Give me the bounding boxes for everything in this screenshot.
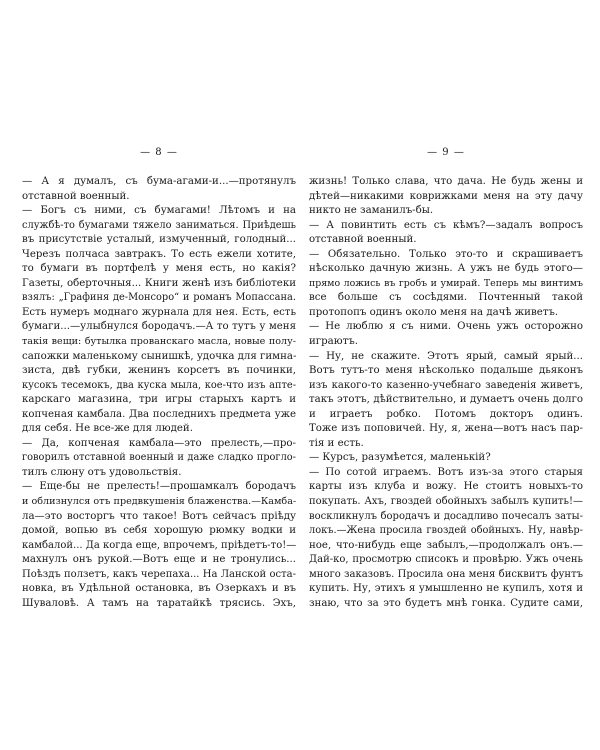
text-line: изъ какого-то казенно-учебнаго заведенія живетъ, xyxy=(309,379,583,391)
text-line: Поѣздъ ползетъ, какъ черепаха... На Ланской оста- xyxy=(22,568,296,580)
text-line: махнулъ онъ рукой.—Вотъ еще и не тронулись... xyxy=(22,554,296,566)
text-line: такъ этотъ, дѣйствительно, и думаетъ очень долго xyxy=(309,394,583,406)
right-page xyxy=(309,0,583,750)
text-line: — По сотой играемъ. Вотъ изъ-за этого старыя xyxy=(309,466,583,478)
text-line: — А я думалъ, съ бума-агами-и...—протянулъ xyxy=(22,176,296,187)
text-line: камбалой... Да когда еще, впрочемъ, пріѣдетъ-то!— xyxy=(22,539,296,551)
text-line: говорилъ отставной военный и даже сладко прогло- xyxy=(22,452,296,464)
text-line: взялъ: „Графиня де-Монсоро“ и романъ Мопассана. xyxy=(22,292,296,304)
text-line: ла—это восторгъ что такое! Вотъ сейчасъ пріѣду xyxy=(22,510,296,522)
text-line: такія вещи: бутылка прованскаго масла, новые полу- xyxy=(22,336,296,348)
text-line: Дай-ко, просмотрю списокъ и провѣрю. Ужъ очень xyxy=(309,554,583,566)
text-line: и облизнулся отъ предвкушенія блаженства.—Камба- xyxy=(22,496,296,508)
text-line: Есть нумеръ моднаго журнала для нея. Есть, есть xyxy=(22,306,296,318)
text-line: тилъ слюну отъ удовольствія. xyxy=(22,466,182,478)
page-body xyxy=(22,175,296,611)
text-line: Тоже изъ поповичей. Ну, я, жена—вотъ насъ пар- xyxy=(309,423,583,435)
text-line: и играетъ робко. Потомъ докторъ одинъ. xyxy=(309,408,583,420)
text-line: Черезъ полчаса завтракъ. То есть ежели хотите, xyxy=(22,248,296,260)
text-line: то бумаги въ портфелѣ у меня есть, но какія? xyxy=(22,263,296,275)
text-line: — Обязательно. Только это-то и скрашиваетъ xyxy=(309,248,583,260)
text-line: — Богъ съ ними, съ бумагами! Лѣтомъ и на xyxy=(22,205,296,217)
text-line: зиста, двѣ губки, женинъ корсетъ въ починки, xyxy=(22,365,296,377)
text-line: локъ.—Жена просила гвоздей обойныхъ. Ну, навѣр- xyxy=(309,525,583,537)
text-line: тія и есть. xyxy=(309,437,364,449)
text-line: для себя. Не все-же для людей. xyxy=(22,423,193,435)
text-line: играютъ. xyxy=(309,336,358,348)
text-line: покупать. Ахъ, гвоздей обойныхъ забылъ купить!— xyxy=(309,496,583,508)
text-line: Газеты, оберточныя... Книги женѣ изъ библіотеки xyxy=(22,277,296,289)
text-line: — Да, копченая камбала—это прелесть,—про- xyxy=(22,437,296,449)
text-line: Вотъ тутъ-то меня нѣсколько подальше дьяконъ xyxy=(309,365,583,377)
text-line: бумаги...—улыбнулся бородачъ.—А то тутъ у меня xyxy=(22,321,296,333)
text-line: ное, что-нибудь еще забылъ,—продолжалъ онъ.— xyxy=(309,539,583,551)
text-line: воскликнулъ бородачъ и досадливо почесалъ заты- xyxy=(309,510,583,522)
text-line: купить. Ну, этихъ я умышленно не купилъ, хотя и xyxy=(309,583,583,595)
text-line: все больше съ сосѣдями. Почтенный такой xyxy=(309,292,583,304)
text-line: нѣсколько дачную жизнь. А ужъ не будь этого— xyxy=(309,263,583,275)
text-line: — Курсъ, разумѣется, маленькій? xyxy=(309,452,491,464)
text-line: отставной военный. xyxy=(309,234,417,246)
text-line: — Не люблю я съ ними. Очень ужъ осторожно xyxy=(309,321,583,333)
text-line: копченая камбала. Два последнихъ предмета уже xyxy=(22,408,296,420)
text-line: — А повинтить есть съ кѣмъ?—задалъ вопросъ xyxy=(309,219,583,231)
text-line: отставной военный. xyxy=(22,190,130,202)
text-line: въ присутствіе усталый, измученный, голодный... xyxy=(22,234,296,246)
text-line: новка, въ Удѣльной остановка, въ Озеркахъ и въ xyxy=(22,583,296,595)
left-page xyxy=(22,0,296,750)
text-line: карскаго магазина, три игры старыхъ картъ и xyxy=(22,394,296,406)
text-line: карты изъ клуба и вожу. Не стоитъ новыхъ-то xyxy=(309,481,583,493)
text-line: дѣтей—никакими коврижками меня на эту дачу xyxy=(309,190,583,202)
text-line: — Еще-бы не прелесть!—прошамкалъ бородачъ xyxy=(22,481,296,493)
text-line: службѣ-то бумагами тяжело заниматься. Приѣдешь xyxy=(22,219,296,231)
text-line: жизнь! Только слава, что дача. Не будь жены и xyxy=(309,176,583,187)
text-line: Шуваловѣ. А тамъ на таратайкѣ трясись. Эхъ, xyxy=(22,597,296,609)
text-line: домой, вопью въ себя хорошую рюмку водки и xyxy=(22,525,296,537)
text-line: сапожки маленькому сынишкѣ, удочка для гимна- xyxy=(22,350,296,362)
text-line: никто не заманилъ-бы. xyxy=(309,205,434,217)
text-line: прямо ложись въ гробъ и умирай. Теперь мы винтимъ xyxy=(309,277,583,289)
text-line: много заказовъ. Просила она меня бисквитъ фунтъ xyxy=(309,568,583,580)
text-line: — Ну, не скажите. Этотъ ярый, самый ярый... xyxy=(309,350,583,362)
text-line: протопопъ одинъ около меня на дачѣ живетъ. xyxy=(309,306,559,318)
page-number: — 9 — xyxy=(427,147,465,158)
text-line: знаю, что за это будетъ мнѣ гонка. Судите сами, xyxy=(309,597,583,609)
page-number: — 8 — xyxy=(140,147,178,158)
page-body xyxy=(309,175,583,611)
text-line: кусокъ тесемокъ, два куска мыла, кое-что изъ апте- xyxy=(22,379,296,391)
